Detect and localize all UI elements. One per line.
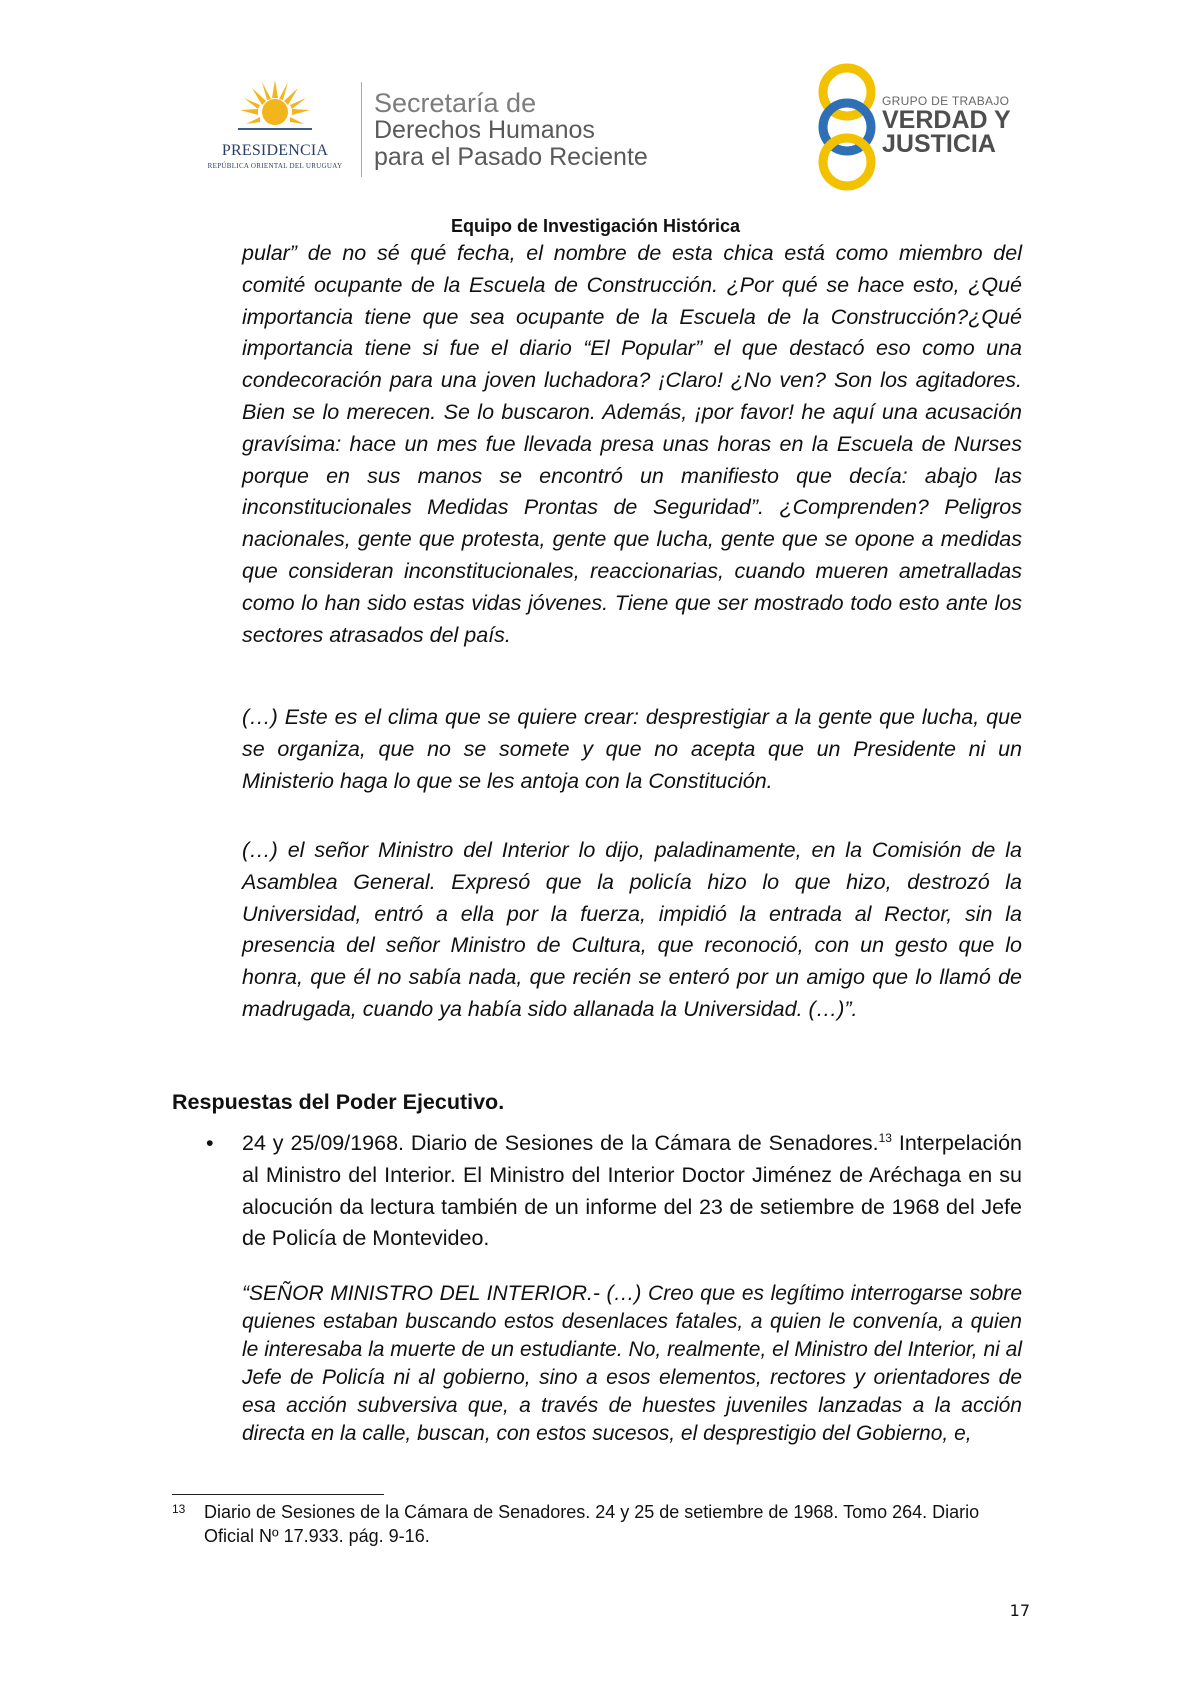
footnote-reference[interactable]: 13 <box>878 1130 892 1145</box>
quote-paragraph-4: “SEÑOR MINISTRO DEL INTERIOR.- (…) Creo que es legítimo interrogarse sobre quienes estaban buscando estos desenlaces fatales, a quien le convenía, a quien le interesaba la muerte de un estudiante. No, realmente, el Ministro del Interior, ni al Jefe de Policía ni al gobierno, sino a esos elementos, rectores y orientadores de esa acción subversiva que, a través de huestes juveniles lanzadas a la acción directa en la calle, buscan, con estos sucesos, el desprestigio del Gobierno, e, <box>242 1282 1022 1445</box>
footnote-separator <box>172 1494 384 1495</box>
bullet-marker: • <box>206 1131 214 1155</box>
grupo-line-2: VERDAD Y <box>882 106 1011 134</box>
page-number: 17 <box>1009 1601 1030 1620</box>
presidencia-name: PRESIDENCIA <box>221 142 329 159</box>
header-divider <box>361 82 362 177</box>
secretaria-line-2: Derechos Humanos <box>374 116 595 144</box>
secretaria-logo-text <box>374 90 648 171</box>
quote-paragraph-3: (…) el señor Ministro del Interior lo dijo, paladinamente, en la Comisión de la Asamblea General. Expresó que la policía hizo lo que hizo, destrozó la Universidad, entró a ella por la fuerza, impidió la entrada al Rector, sin la presencia del señor Ministro de Cultura, que reconoció, con un gesto que lo honra, que él no sabía nada, que recién se enteró por un amigo que lo llamó de madrugada, cuando ya había sido allanada la Universidad. (…)”. <box>242 838 1022 1021</box>
secretaria-line-3: para el Pasado Reciente <box>374 143 648 171</box>
grupo-logo-text <box>882 94 1011 156</box>
quote-paragraph-1: pular” de no sé qué fecha, el nombre de esta chica está como miembro del comité ocupante de la Escuela de Construcción. ¿Por qué se hace esto, ¿Qué importancia tiene que sea ocupante de la Escuela de la Construcción?¿Qué importancia tiene si fue el diario “El Popular” el que destacó eso como una condecoración para una joven luchadora? ¡Claro! ¿No ven? Son los agitadores. Bien se lo merecen. Se lo buscaron. Además, ¡por favor! he aquí una acusación gravísima: hace un mes fue llevada presa unas horas en la Escuela de Nurses porque en sus manos se encontró un manifiesto que decía: abajo las inconstitucionales Medidas Prontas de Seguridad”. ¿Comprenden? Peligros nacionales, gente que protesta, gente que lucha, gente que se opone a medidas que consideran inconstitucionales, reaccionarias, cuando mueren ametralladas como lo han sido estas vidas jóvenes. Tiene que ser mostrado todo esto ante los sectores atrasados del país. <box>242 241 1022 647</box>
bullet-item <box>242 1128 1022 1255</box>
team-title: Equipo de Investigación Histórica <box>450 216 741 236</box>
footnote-number: 13 <box>172 1502 186 1516</box>
sun-icon <box>238 78 312 140</box>
footnote-text: Diario de Sesiones de la Cámara de Senadores. 24 y 25 de setiembre de 1968. Tomo 264. Diario Oficial Nº 17.933. pág. 9-16. <box>204 1502 980 1546</box>
presidencia-logo <box>196 78 354 178</box>
linked-rings-icon <box>812 62 882 192</box>
secretaria-line-1: Secretaría de <box>374 88 537 118</box>
grupo-line-3: JUSTICIA <box>882 130 996 158</box>
bullet-text-after: Interpelación al Ministro del Interior. El Ministro del Interior Doctor Jiménez de Aréchaga en su alocución da lectura también de un informe del 23 de setiembre de 1968 del Jefe de Policía de Montevideo. <box>242 1131 1022 1251</box>
presidencia-subtitle: REPÚBLICA ORIENTAL DEL URUGUAY <box>207 162 343 170</box>
grupo-verdad-justicia-logo <box>812 62 1022 192</box>
quote-paragraph-2: (…) Este es el clima que se quiere crear: desprestigiar a la gente que lucha, que se organiza, que no se somete y que no acepta que un Presidente ni un Ministerio haga lo que se les antoja con la Constitución. <box>242 705 1022 793</box>
section-heading: Respuestas del Poder Ejecutivo. <box>172 1090 505 1114</box>
page-header <box>0 0 1191 200</box>
grupo-line-1: GRUPO DE TRABAJO <box>882 94 1010 108</box>
bullet-text-before: 24 y 25/09/1968. Diario de Sesiones de la Cámara de Senadores. <box>242 1131 879 1155</box>
